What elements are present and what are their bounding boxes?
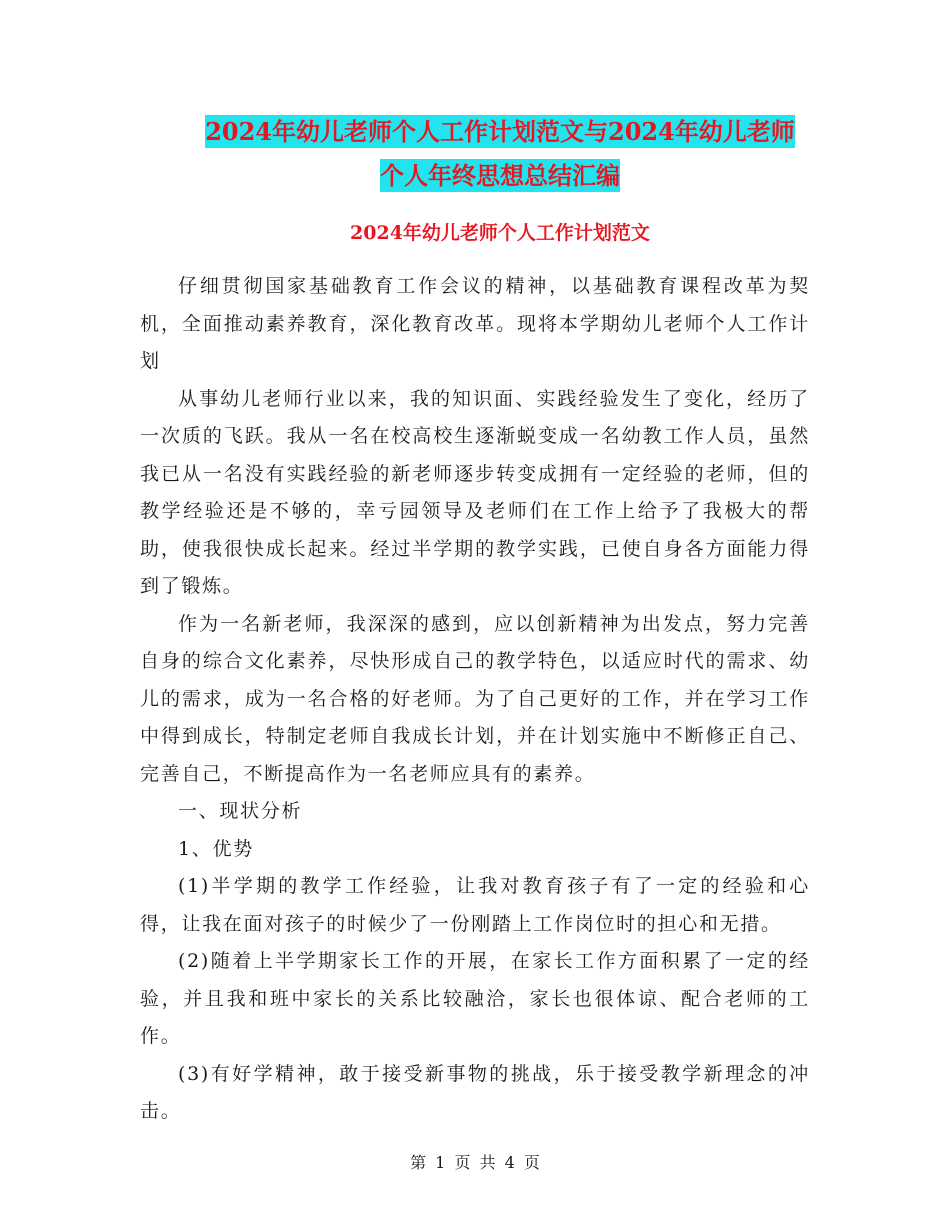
heading-advantages: 1、优势 [178,837,254,860]
document-title [140,110,860,198]
title-line-1: 2024年幼儿老师个人工作计划范文与2024年幼儿老师 [205,117,795,146]
list-item-advantage-2: (2)随着上半学期家长工作的开展，在家长工作方面积累了一定的经验，并且我和班中家长的关系比较融洽，家长也很体谅、配合老师的工作。 [140,950,810,1047]
list-item-advantage-3: (3)有好学精神，敢于接受新事物的挑战，乐于接受教学新理念的冲击。 [140,1062,810,1122]
title-line-2: 个人年终思想总结汇编 [380,161,620,190]
heading-status-analysis: 一、现状分析 [178,800,303,822]
paragraph-experience: 从事幼儿老师行业以来，我的知识面、实践经验发生了变化，经历了一次质的飞跃。我从一名在校高校生逐渐蜕变成一名幼教工作人员，虽然我已从一名没有实践经验的新老师逐步转变成拥有一定经验的老师，但的教学经验还是不够的，幸亏园领导及老师们在工作上给予了我极大的帮助，使我很快成长起来。经过半学期的教学实践，已使自身各方面能力得到了锻炼。 [140,387,810,597]
list-item-advantage-1: (1)半学期的教学工作经验，让我对教育孩子有了一定的经验和心得，让我在面对孩子的时候少了一份刚踏上工作岗位时的担心和无措。 [140,875,810,935]
document-body [140,268,810,1131]
page-footer: 第 1 页 共 4 页 [410,1153,540,1172]
paragraph-intro: 仔细贯彻国家基础教育工作会议的精神，以基础教育课程改革为契机，全面推动素养教育，深化教育改革。现将本学期幼儿老师个人工作计划 [140,275,810,372]
section-title: 2024年幼儿老师个人工作计划范文 [350,222,650,244]
paragraph-goal: 作为一名新老师，我深深的感到，应以创新精神为出发点，努力完善自身的综合文化素养，尽快形成自己的教学特色，以适应时代的需求、幼儿的需求，成为一名合格的好老师。为了自己更好的工作，并在学习工作中得到成长，特制定老师自我成长计划，并在计划实施中不断修正自己、完善自己，不断提高作为一名老师应具有的素养。 [140,612,810,785]
